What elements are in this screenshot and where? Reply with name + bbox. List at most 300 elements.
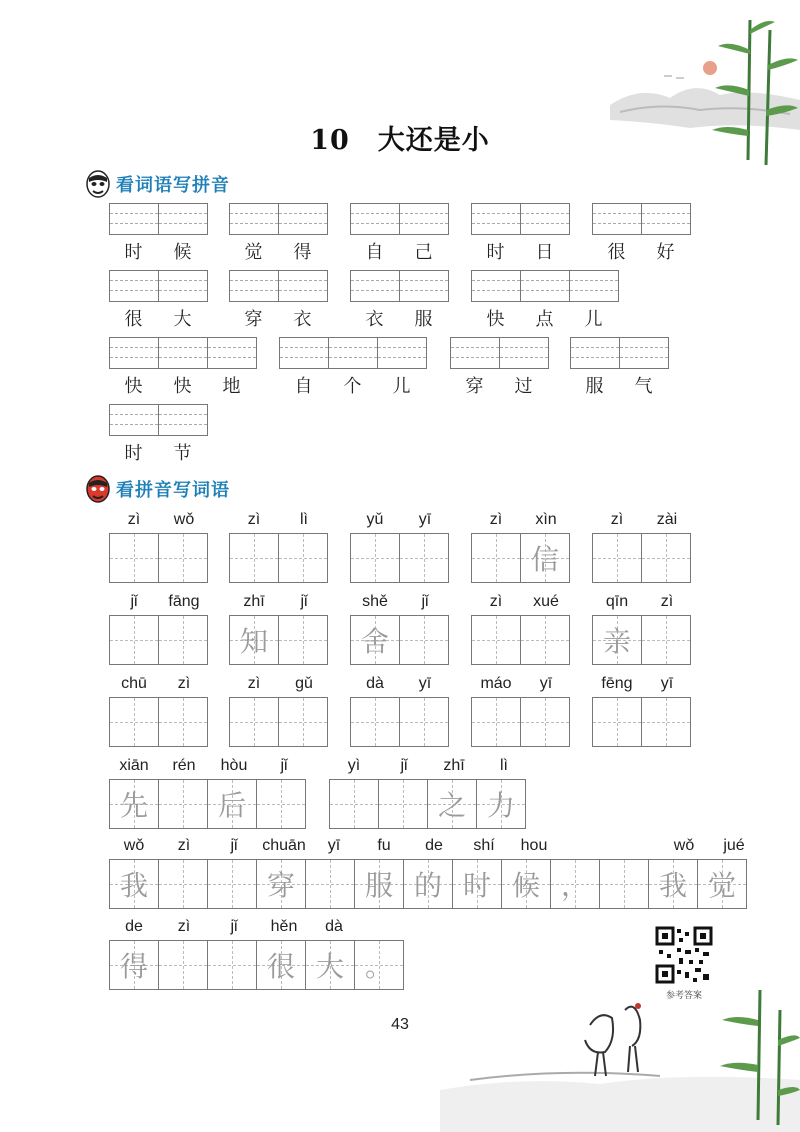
- pinyin-line-cell[interactable]: [158, 337, 208, 369]
- pinyin-word-group: [109, 203, 207, 264]
- pinyin-line-cell[interactable]: [450, 337, 500, 369]
- writing-cell[interactable]: [109, 533, 159, 583]
- pinyin-syllable: shí: [473, 837, 495, 854]
- tian-grid: [109, 940, 409, 990]
- pinyin-syllable: yǔ: [366, 511, 384, 528]
- hanzi-character: 时: [486, 242, 505, 263]
- writing-cell[interactable]: [399, 697, 449, 747]
- writing-cell[interactable]: [350, 697, 400, 747]
- pinyin-syllable: jǐ: [400, 757, 408, 774]
- pinyin-syllable: rén: [172, 757, 196, 774]
- pinyin-syllable: zài: [656, 511, 678, 528]
- writing-cell[interactable]: [403, 859, 453, 909]
- given-character: 很: [266, 950, 295, 983]
- pinyin-writing-lines[interactable]: [229, 270, 327, 302]
- tian-grid: [229, 615, 329, 665]
- pinyin-syllable: de: [125, 918, 143, 935]
- pinyin-syllable: zì: [660, 593, 674, 610]
- given-character: 知: [239, 625, 268, 658]
- pinyin-syllable: jǐ: [280, 757, 288, 774]
- writing-cell[interactable]: [471, 615, 521, 665]
- word-characters: [450, 372, 548, 398]
- pinyin-syllable: shě: [362, 593, 388, 610]
- given-character: 我: [119, 869, 148, 902]
- pinyin-line-cell[interactable]: [109, 337, 159, 369]
- pinyin-syllable: yì: [347, 757, 361, 774]
- pinyin-line-cell[interactable]: [471, 203, 521, 235]
- section1-header: [86, 169, 230, 199]
- hanzi-character: 得: [293, 242, 312, 263]
- section2-title: 看拼音写词语: [116, 480, 230, 501]
- pinyin-row: [350, 511, 450, 533]
- pinyin-syllable: [559, 837, 609, 859]
- tian-grid: [592, 615, 692, 665]
- pinyin-line-cell[interactable]: [399, 203, 449, 235]
- hanzi-character: 大: [173, 309, 192, 330]
- pinyin-syllable: [609, 837, 659, 859]
- pinyin-line-cell[interactable]: [158, 404, 208, 436]
- pinyin-syllable: de: [425, 837, 443, 854]
- pinyin-line-cell[interactable]: [109, 203, 159, 235]
- hanzi-character: 自: [365, 242, 384, 263]
- pinyin-syllable: wǒ: [173, 511, 195, 528]
- qr-code-icon[interactable]: [655, 926, 713, 984]
- pinyin-syllable: zhī: [443, 757, 465, 774]
- pinyin-word-group: [350, 203, 448, 264]
- hanzi-character: 穿: [465, 376, 484, 397]
- pinyin-syllable: fāng: [168, 593, 200, 610]
- given-character: 服: [364, 869, 393, 902]
- writing-cell[interactable]: [229, 697, 279, 747]
- writing-cell[interactable]: [158, 615, 208, 665]
- pinyin-row: [329, 757, 529, 779]
- given-character: 力: [486, 789, 515, 822]
- pinyin-row: [229, 675, 329, 697]
- writing-cell[interactable]: [641, 533, 691, 583]
- given-character: 亲: [602, 625, 631, 658]
- pinyin-word-exercise: [109, 675, 209, 747]
- writing-cell[interactable]: [158, 779, 208, 829]
- page-number: 43: [391, 1016, 409, 1033]
- pinyin-word-group: [229, 203, 327, 264]
- pinyin-word-group: [570, 337, 668, 398]
- pinyin-line-cell[interactable]: [619, 337, 669, 369]
- writing-cell[interactable]: [229, 615, 279, 665]
- tian-grid: [350, 697, 450, 747]
- hanzi-character: 个: [343, 376, 362, 397]
- hanzi-character: 服: [585, 376, 604, 397]
- hanzi-character: 点: [535, 309, 554, 330]
- pinyin-writing-lines[interactable]: [109, 404, 207, 436]
- writing-cell[interactable]: [109, 859, 159, 909]
- given-character: 穿: [266, 869, 295, 902]
- pinyin-row: [109, 593, 209, 615]
- pinyin-syllable: zì: [177, 837, 191, 854]
- word-characters: [229, 305, 327, 331]
- writing-cell[interactable]: [256, 779, 306, 829]
- pinyin-line-cell[interactable]: [641, 203, 691, 235]
- hanzi-character: 时: [124, 242, 143, 263]
- pinyin-writing-lines[interactable]: [471, 203, 569, 235]
- pinyin-syllable: yī: [327, 837, 341, 854]
- writing-cell[interactable]: [278, 697, 328, 747]
- pinyin-line-cell[interactable]: [377, 337, 427, 369]
- pinyin-word-exercise: [109, 593, 209, 665]
- given-character: 我: [658, 869, 687, 902]
- pinyin-line-cell[interactable]: [158, 270, 208, 302]
- pinyin-syllable: [359, 918, 409, 940]
- pinyin-syllable: hòu: [220, 757, 248, 774]
- writing-cell[interactable]: [378, 779, 428, 829]
- pinyin-row: [109, 675, 209, 697]
- pinyin-writing-lines[interactable]: [350, 203, 448, 235]
- hanzi-character: 衣: [365, 309, 384, 330]
- tian-grid: [350, 533, 450, 583]
- pinyin-word-exercise: [471, 675, 571, 747]
- tian-grid: [229, 533, 329, 583]
- writing-cell[interactable]: [641, 697, 691, 747]
- tian-grid: [350, 615, 450, 665]
- pinyin-syllable: jǐ: [230, 918, 238, 935]
- pinyin-word-group: [592, 203, 690, 264]
- pinyin-row: [592, 675, 692, 697]
- pinyin-syllable: hou: [520, 837, 548, 854]
- pinyin-syllable: zì: [177, 918, 191, 935]
- pinyin-word-group: [471, 270, 618, 331]
- pinyin-line-cell[interactable]: [207, 337, 257, 369]
- given-character: 信: [530, 543, 559, 576]
- word-characters: [471, 238, 569, 264]
- pinyin-word-group: [109, 404, 207, 465]
- writing-cell[interactable]: [520, 697, 570, 747]
- hanzi-character: 气: [634, 376, 653, 397]
- pinyin-word-exercise: [109, 511, 209, 583]
- pinyin-syllable: chuān: [262, 837, 306, 854]
- pinyin-word-group: [109, 337, 256, 398]
- qr-caption: 参考答案: [665, 991, 702, 1001]
- given-character: ，: [560, 869, 589, 902]
- writing-cell[interactable]: [354, 940, 404, 990]
- pinyin-line-cell[interactable]: [592, 203, 642, 235]
- writing-cell[interactable]: [109, 940, 159, 990]
- pinyin-word-group: [279, 337, 426, 398]
- pinyin-line-cell[interactable]: [471, 270, 521, 302]
- pinyin-writing-lines[interactable]: [592, 203, 690, 235]
- pinyin-writing-lines[interactable]: [350, 270, 448, 302]
- hanzi-character: 快: [173, 376, 192, 397]
- writing-cell[interactable]: [350, 533, 400, 583]
- pinyin-line-cell[interactable]: [569, 270, 619, 302]
- pinyin-syllable: hěn: [270, 918, 298, 935]
- hanzi-character: 快: [486, 309, 505, 330]
- tian-grid: [329, 779, 529, 829]
- pinyin-row: [471, 593, 571, 615]
- writing-cell[interactable]: [278, 615, 328, 665]
- pinyin-syllable: yī: [660, 675, 674, 692]
- hanzi-character: 日: [535, 242, 554, 263]
- writing-cell[interactable]: [452, 859, 502, 909]
- pinyin-syllable: zì: [177, 675, 191, 692]
- pinyin-line-cell[interactable]: [570, 337, 620, 369]
- section2-header: [86, 474, 230, 504]
- tian-grid: [109, 779, 309, 829]
- pinyin-syllable: fu: [377, 837, 391, 854]
- pinyin-word-exercise: [329, 757, 529, 829]
- word-characters: [109, 372, 256, 398]
- pinyin-line-cell[interactable]: [350, 203, 400, 235]
- pinyin-writing-lines[interactable]: [570, 337, 668, 369]
- hanzi-character: 衣: [293, 309, 312, 330]
- pinyin-row: [229, 511, 329, 533]
- pinyin-row: [471, 675, 571, 697]
- opera-mask-icon: [86, 170, 110, 198]
- pinyin-line-cell[interactable]: [279, 337, 329, 369]
- given-character: 之: [437, 789, 466, 822]
- pinyin-writing-lines[interactable]: [109, 337, 256, 369]
- hanzi-character: 自: [294, 376, 313, 397]
- pinyin-syllable: lì: [500, 757, 508, 774]
- hanzi-character: 穿: [244, 309, 263, 330]
- hanzi-character: 己: [414, 242, 433, 263]
- pinyin-syllable: jǐ: [230, 837, 238, 854]
- word-characters: [592, 238, 690, 264]
- writing-cell[interactable]: [350, 615, 400, 665]
- writing-cell[interactable]: [158, 859, 208, 909]
- writing-cell[interactable]: [471, 533, 521, 583]
- word-characters: [229, 238, 327, 264]
- pinyin-line-cell[interactable]: [158, 203, 208, 235]
- pinyin-syllable: chū: [121, 675, 147, 692]
- pinyin-syllable: fēng: [601, 675, 633, 692]
- pinyin-syllable: jǐ: [130, 593, 138, 610]
- pinyin-word-exercise: [229, 593, 329, 665]
- pinyin-word-exercise: [592, 593, 692, 665]
- sentence-exercise-1: [109, 837, 759, 909]
- qr-code-block[interactable]: [655, 926, 713, 1001]
- writing-cell[interactable]: [471, 697, 521, 747]
- writing-cell[interactable]: [520, 533, 570, 583]
- writing-cell[interactable]: [501, 859, 551, 909]
- hanzi-character: 候: [173, 242, 192, 263]
- pinyin-syllable: jǐ: [421, 593, 429, 610]
- pinyin-syllable: gǔ: [295, 675, 313, 692]
- tian-grid: [109, 859, 759, 909]
- pinyin-row: [109, 757, 309, 779]
- pinyin-word-exercise: [592, 511, 692, 583]
- hanzi-character: 儿: [392, 376, 411, 397]
- lesson-title: 10 大还是小: [310, 125, 490, 156]
- pinyin-line-cell[interactable]: [278, 270, 328, 302]
- writing-cell[interactable]: [207, 940, 257, 990]
- pinyin-word-exercise: [471, 511, 571, 583]
- given-character: 。: [364, 950, 393, 983]
- tian-grid: [109, 615, 209, 665]
- pinyin-word-group: [109, 270, 207, 331]
- pinyin-row: [109, 511, 209, 533]
- pinyin-writing-lines[interactable]: [450, 337, 548, 369]
- writing-cell[interactable]: [158, 940, 208, 990]
- writing-cell[interactable]: [207, 779, 257, 829]
- pinyin-syllable: xiān: [119, 757, 149, 774]
- pinyin-syllable: xìn: [535, 511, 557, 528]
- tian-grid: [471, 697, 571, 747]
- pinyin-syllable: lì: [300, 511, 308, 528]
- writing-cell[interactable]: [158, 697, 208, 747]
- pinyin-syllable: zì: [247, 511, 261, 528]
- hanzi-character: 好: [656, 242, 675, 263]
- pinyin-row: [592, 511, 692, 533]
- pinyin-syllable: dà: [325, 918, 343, 935]
- tian-grid: [109, 533, 209, 583]
- pinyin-syllable: qīn: [605, 593, 629, 610]
- writing-cell[interactable]: [256, 859, 306, 909]
- pinyin-writing-lines[interactable]: [229, 203, 327, 235]
- tian-grid: [109, 697, 209, 747]
- writing-cell[interactable]: [592, 697, 642, 747]
- given-character: 的: [413, 869, 442, 902]
- word-characters: [570, 372, 668, 398]
- writing-cell[interactable]: [109, 615, 159, 665]
- writing-cell[interactable]: [158, 533, 208, 583]
- pinyin-syllable: yī: [418, 675, 432, 692]
- pinyin-line-cell[interactable]: [350, 270, 400, 302]
- pinyin-writing-lines[interactable]: [109, 270, 207, 302]
- pinyin-word-exercise: [229, 675, 329, 747]
- given-character: 觉: [707, 869, 736, 902]
- writing-cell[interactable]: [109, 697, 159, 747]
- given-character: 大: [315, 950, 344, 983]
- word-characters: [350, 305, 448, 331]
- writing-cell[interactable]: [697, 859, 747, 909]
- pinyin-syllable: zì: [489, 593, 503, 610]
- hanzi-character: 很: [607, 242, 626, 263]
- pinyin-syllable: jué: [723, 837, 745, 854]
- pinyin-line-cell[interactable]: [399, 270, 449, 302]
- hanzi-character: 儿: [584, 309, 603, 330]
- pinyin-line-cell[interactable]: [229, 203, 279, 235]
- section1-title: 看词语写拼音: [116, 175, 230, 196]
- sentence-exercise-2: [109, 918, 409, 990]
- word-characters: [109, 238, 207, 264]
- writing-cell[interactable]: [648, 859, 698, 909]
- writing-cell[interactable]: [256, 940, 306, 990]
- hanzi-character: 地: [222, 376, 241, 397]
- pinyin-line-cell[interactable]: [520, 203, 570, 235]
- pinyin-writing-lines[interactable]: [471, 270, 618, 302]
- given-character: 候: [511, 869, 540, 902]
- hanzi-character: 快: [124, 376, 143, 397]
- writing-cell[interactable]: [207, 859, 257, 909]
- tian-grid: [471, 533, 571, 583]
- hanzi-character: 过: [514, 376, 533, 397]
- hanzi-character: 时: [124, 443, 143, 464]
- pinyin-syllable: wǒ: [673, 837, 695, 854]
- given-character: 时: [462, 869, 491, 902]
- word-characters: [471, 305, 618, 331]
- hanzi-character: 觉: [244, 242, 263, 263]
- pinyin-syllable: dà: [366, 675, 384, 692]
- pinyin-line-cell[interactable]: [328, 337, 378, 369]
- pinyin-row: [109, 918, 409, 940]
- pinyin-word-group: [350, 270, 448, 331]
- pinyin-word-group: [471, 203, 569, 264]
- pinyin-row: [350, 593, 450, 615]
- writing-cell[interactable]: [109, 779, 159, 829]
- pinyin-syllable: zì: [489, 511, 503, 528]
- pinyin-line-cell[interactable]: [499, 337, 549, 369]
- pinyin-line-cell[interactable]: [109, 270, 159, 302]
- writing-cell[interactable]: [599, 859, 649, 909]
- writing-cell[interactable]: [278, 533, 328, 583]
- pinyin-syllable: máo: [480, 675, 512, 692]
- pinyin-syllable: zì: [247, 675, 261, 692]
- given-character: 得: [119, 950, 148, 983]
- pinyin-line-cell[interactable]: [520, 270, 570, 302]
- pinyin-word-exercise: [229, 511, 329, 583]
- pinyin-row: [471, 511, 571, 533]
- pinyin-syllable: yī: [418, 511, 432, 528]
- writing-cell[interactable]: [305, 940, 355, 990]
- pinyin-word-exercise: [350, 675, 450, 747]
- tian-grid: [471, 615, 571, 665]
- pinyin-row: [350, 675, 450, 697]
- writing-cell[interactable]: [305, 859, 355, 909]
- hanzi-character: 服: [414, 309, 433, 330]
- writing-cell[interactable]: [427, 779, 477, 829]
- crane-bamboo-decoration-bottom: [440, 980, 800, 1132]
- pinyin-word-group: [229, 270, 327, 331]
- writing-cell[interactable]: [476, 779, 526, 829]
- given-character: 后: [217, 789, 246, 822]
- writing-cell[interactable]: [229, 533, 279, 583]
- opera-mask-icon: [86, 475, 110, 503]
- pinyin-row: [109, 837, 759, 859]
- writing-cell[interactable]: [592, 533, 642, 583]
- writing-cell[interactable]: [550, 859, 600, 909]
- given-character: 舍: [360, 625, 389, 658]
- pinyin-syllable: wǒ: [123, 837, 145, 854]
- pinyin-word-exercise: [109, 757, 309, 829]
- writing-cell[interactable]: [641, 615, 691, 665]
- pinyin-row: [229, 593, 329, 615]
- pinyin-line-cell[interactable]: [278, 203, 328, 235]
- writing-cell[interactable]: [354, 859, 404, 909]
- writing-cell[interactable]: [592, 615, 642, 665]
- hanzi-character: 节: [173, 443, 192, 464]
- pinyin-line-cell[interactable]: [109, 404, 159, 436]
- tian-grid: [592, 533, 692, 583]
- pinyin-writing-lines[interactable]: [279, 337, 426, 369]
- word-characters: [279, 372, 426, 398]
- writing-cell[interactable]: [520, 615, 570, 665]
- pinyin-line-cell[interactable]: [229, 270, 279, 302]
- writing-cell[interactable]: [329, 779, 379, 829]
- pinyin-word-exercise: [350, 511, 450, 583]
- pinyin-word-exercise: [592, 675, 692, 747]
- pinyin-word-group: [450, 337, 548, 398]
- writing-cell[interactable]: [399, 615, 449, 665]
- pinyin-syllable: zì: [127, 511, 141, 528]
- word-characters: [350, 238, 448, 264]
- pinyin-syllable: zì: [610, 511, 624, 528]
- pinyin-syllable: yī: [539, 675, 553, 692]
- writing-cell[interactable]: [399, 533, 449, 583]
- pinyin-syllable: zhī: [243, 593, 265, 610]
- word-characters: [109, 439, 207, 465]
- pinyin-writing-lines[interactable]: [109, 203, 207, 235]
- pinyin-syllable: xué: [533, 593, 559, 610]
- pinyin-word-exercise: [471, 593, 571, 665]
